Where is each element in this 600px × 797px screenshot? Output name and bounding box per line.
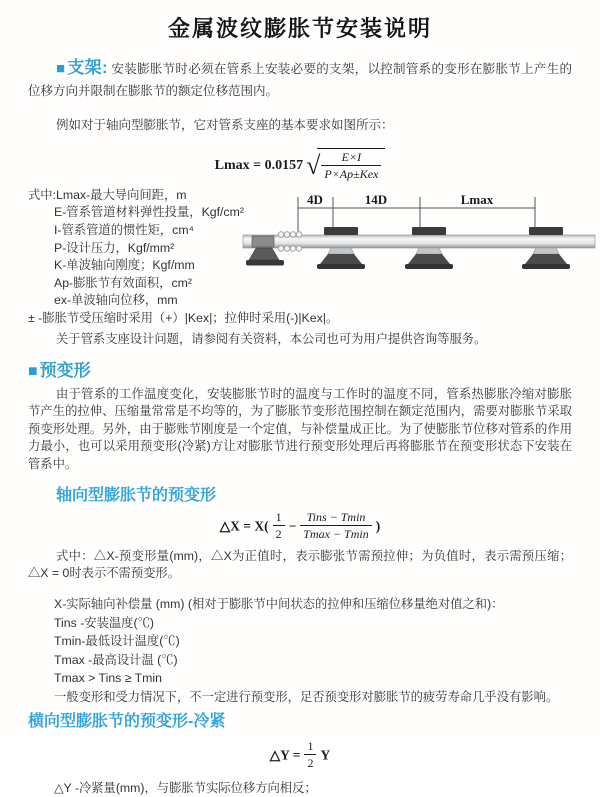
- dim-label-14d: 14D: [364, 192, 388, 207]
- axial-item: Tmax > Tins ≥ Tmin: [54, 671, 162, 686]
- pipe: [243, 235, 595, 248]
- definition-line: ± -膨胀节受压缩时采用（+）|Kex|；拉伸时采用(-)|Kex|。: [28, 310, 339, 325]
- predeform-body-text: 由于管系的工作温度变化，安装膨胀节时的温度与工作时的温度不同，管系热膨胀冷缩对膨胀节产生的拉伸、压缩量常常是不均等的，为了膨胀节变形范围控制在额定范围内，需要对膨胀节采取预变形处理。另外，由于膨账节刚度是一个定值，与补偿量成正比。为了使膨胀节位移对管系的作用力最小，也可以采用预变形(冷紧)方让对膨胀节进行预变形处理后再将膨胀节在预变形状态下安装在管系中。: [28, 386, 572, 471]
- dim-label-4d: 4D: [307, 192, 323, 207]
- definition-line: Ap-膨胀节有效面积，cm²: [54, 275, 192, 290]
- pipe-support-diagram: [243, 190, 595, 282]
- definition-line: ex-单波轴向位移，mm: [54, 293, 178, 308]
- formula-delta-y-lhs: △Y =: [269, 747, 301, 763]
- axial-item: Tmax -最高设计温 (℃): [54, 652, 178, 667]
- formula-lmax: [28, 148, 572, 183]
- page-content: [0, 57, 600, 797]
- page-title: 金属波纹膨胀节安装说明: [167, 16, 432, 41]
- axial-explain-text: 式中：△X-预变形量(mm)，△X为正值时，表示膨张节需预拉伸；为负值时，表示需预压缩；△X = 0时表示不需预变形。: [28, 548, 572, 581]
- axial-items-list: [28, 595, 572, 707]
- formula-delta-x-minus: −: [288, 518, 297, 534]
- formula-lmax-denominator: P×Ap±Kex: [324, 167, 379, 182]
- support-intro-text: 安装膨胀节时必须在管系上安装必要的支架，以控制管系的变形在膨胀节上产生的位移方向并限制在膨胀节的额定位移范围内。: [28, 62, 572, 98]
- formula-delta-y: [28, 740, 572, 772]
- axial-item: 一般变形和受力情况下，不一定进行预变形，足否预变形对膨胀节的疲劳寿命几乎没有影响。: [54, 690, 559, 705]
- support-section-heading: 支架:: [67, 58, 108, 77]
- section-bullet-icon: ■: [28, 362, 38, 380]
- formula-lmax-radicand: [317, 148, 385, 183]
- definition-line: I-管系管道的惯性矩，cm⁴: [54, 222, 194, 237]
- definition-line: P-设计压力，Kgf/mm²: [54, 240, 175, 255]
- lateral-subsection-heading: 横向型膨胀节的预变形-冷紧: [28, 712, 226, 730]
- predeform-heading-label: 预变形: [39, 360, 91, 380]
- support-section-paragraph: [28, 57, 572, 102]
- predeform-section-heading: [28, 360, 572, 383]
- definition-line: E-管系管道材料弹性投量，Kgf/cm²: [54, 205, 244, 220]
- support-example-text: 例如对于轴向型膨胀节，它对管系支座的基本要求如图所示：: [56, 117, 394, 132]
- support-note-text: 关于管系支座设计问题，请参阅有关资料，本公司也可为用户提供咨询等服务。: [56, 331, 487, 346]
- definition-line: 式中:Lmax-最大导向间距，m: [28, 187, 187, 202]
- formula-delta-x-lhs: △X = X(: [219, 518, 269, 534]
- formula-delta-x-rhs: ): [375, 518, 381, 534]
- formula-delta-y-rhs: Y: [320, 747, 331, 763]
- formula-lmax-numerator: E×I: [321, 150, 381, 166]
- dim-label-lmax: Lmax: [460, 192, 494, 207]
- formula-delta-y-half: $\frac{1}{2}$: [304, 739, 316, 771]
- radical-sign: √: [306, 151, 321, 181]
- lateral-note-text: △Y -冷紧量(mm)，与膨胀节实际位移方向相反；: [54, 781, 317, 796]
- formula-delta-x-temp-ratio: $\frac{\text{Tins − Tmin}}{Tmax - Tmin}$: [300, 510, 371, 542]
- axial-item: Tins -安装温度(℃): [54, 615, 154, 630]
- formula-lmax-lhs: Lmax = 0.0157: [214, 158, 304, 174]
- axial-subsection-heading: 轴向型膨胀节的预变形: [56, 486, 217, 504]
- section-bullet-icon: ■: [56, 60, 66, 77]
- definition-line: K-单波轴向刚度；Kgf/mm: [54, 258, 195, 273]
- formula-delta-x: [28, 511, 572, 543]
- axial-item: X-实际轴向补偿量 (mm) (相对于膨胀节中间状态的拉伸和压缩位移量绝对值之和)：: [54, 597, 504, 612]
- formula-delta-x-half: $\frac{1}{2}$: [273, 510, 285, 542]
- axial-item: Tmin-最低设计温度(℃): [54, 634, 180, 649]
